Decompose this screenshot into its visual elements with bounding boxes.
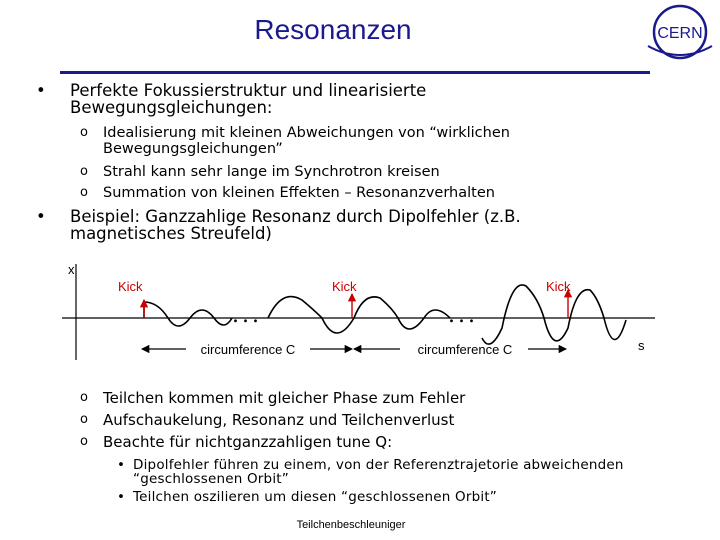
circle-bullet-icon: o [80,390,88,405]
sub2-bullet-oszilieren: • Teilchen oszilieren um diesen “geschlossenen Orbit” [117,489,498,505]
sub-bullet-teilchen-phase: o Teilchen kommen mit gleicher Phase zum Fehler [80,389,466,407]
sub-bullet-strahl: o Strahl kann sehr lange im Synchrotron kreisen [80,164,440,180]
ellipsis-1: ... [232,303,262,328]
title-underline [60,71,650,74]
sub-bullet-aufschaukelung: o Aufschaukelung, Resonanz und Teilchenverlust [80,411,455,429]
slide-title: Resonanzen [254,14,412,45]
sub-bullet-idealisierung: o Idealisierung mit kleinen Abweichungen von “wirklichen Bewegungsgleichungen” [80,125,510,157]
kick-label-2: Kick [332,279,357,294]
circle-bullet-icon: o [80,412,88,427]
bullet-dot-icon: • [36,207,46,226]
sub-bullet-summation: o Summation von kleinen Effekten – Resonanzverhalten [80,185,495,201]
bullet-fokussierstruktur: • Perfekte Fokussierstruktur und linearisierte Bewegungsgleichungen: [36,81,427,117]
circle-bullet-icon: o [80,434,88,449]
kick-label-3: Kick [546,279,571,294]
axis-label-x: x [68,262,75,277]
resonance-diagram [60,258,660,368]
sub2-bullet-dipolfehler: • Dipolfehler führen zu einem, von der Referenztrajetorie abweichenden “geschlossenen Orbit” [117,457,624,487]
circle-bullet-icon: o [80,185,88,200]
circle-bullet-icon: o [80,164,88,179]
sub-bullet-beachte: o Beachte für nichtganzzahligen tune Q: [80,433,393,451]
bullet-dot-icon: • [117,489,126,505]
kick-label-1: Kick [118,279,143,294]
ellipsis-2: ... [448,303,478,328]
bullet-dot-icon: • [36,81,46,100]
axis-label-s: s [638,338,645,353]
circumference-label-2: circumference C [417,342,513,357]
cern-logo-text: CERN [657,25,703,42]
footer-text: Teilchenbeschleuniger [296,519,406,531]
circumference-label-1: circumference C [200,342,296,357]
oscillation-segment-2 [268,297,450,333]
cern-logo [644,2,714,70]
circle-bullet-icon: o [80,125,88,140]
bullet-beispiel: • Beispiel: Ganzzahlige Resonanz durch Dipolfehler (z.B. magnetisches Streufeld) [36,207,521,243]
bullet-dot-icon: • [117,457,126,473]
oscillation-segment-1 [144,302,232,326]
